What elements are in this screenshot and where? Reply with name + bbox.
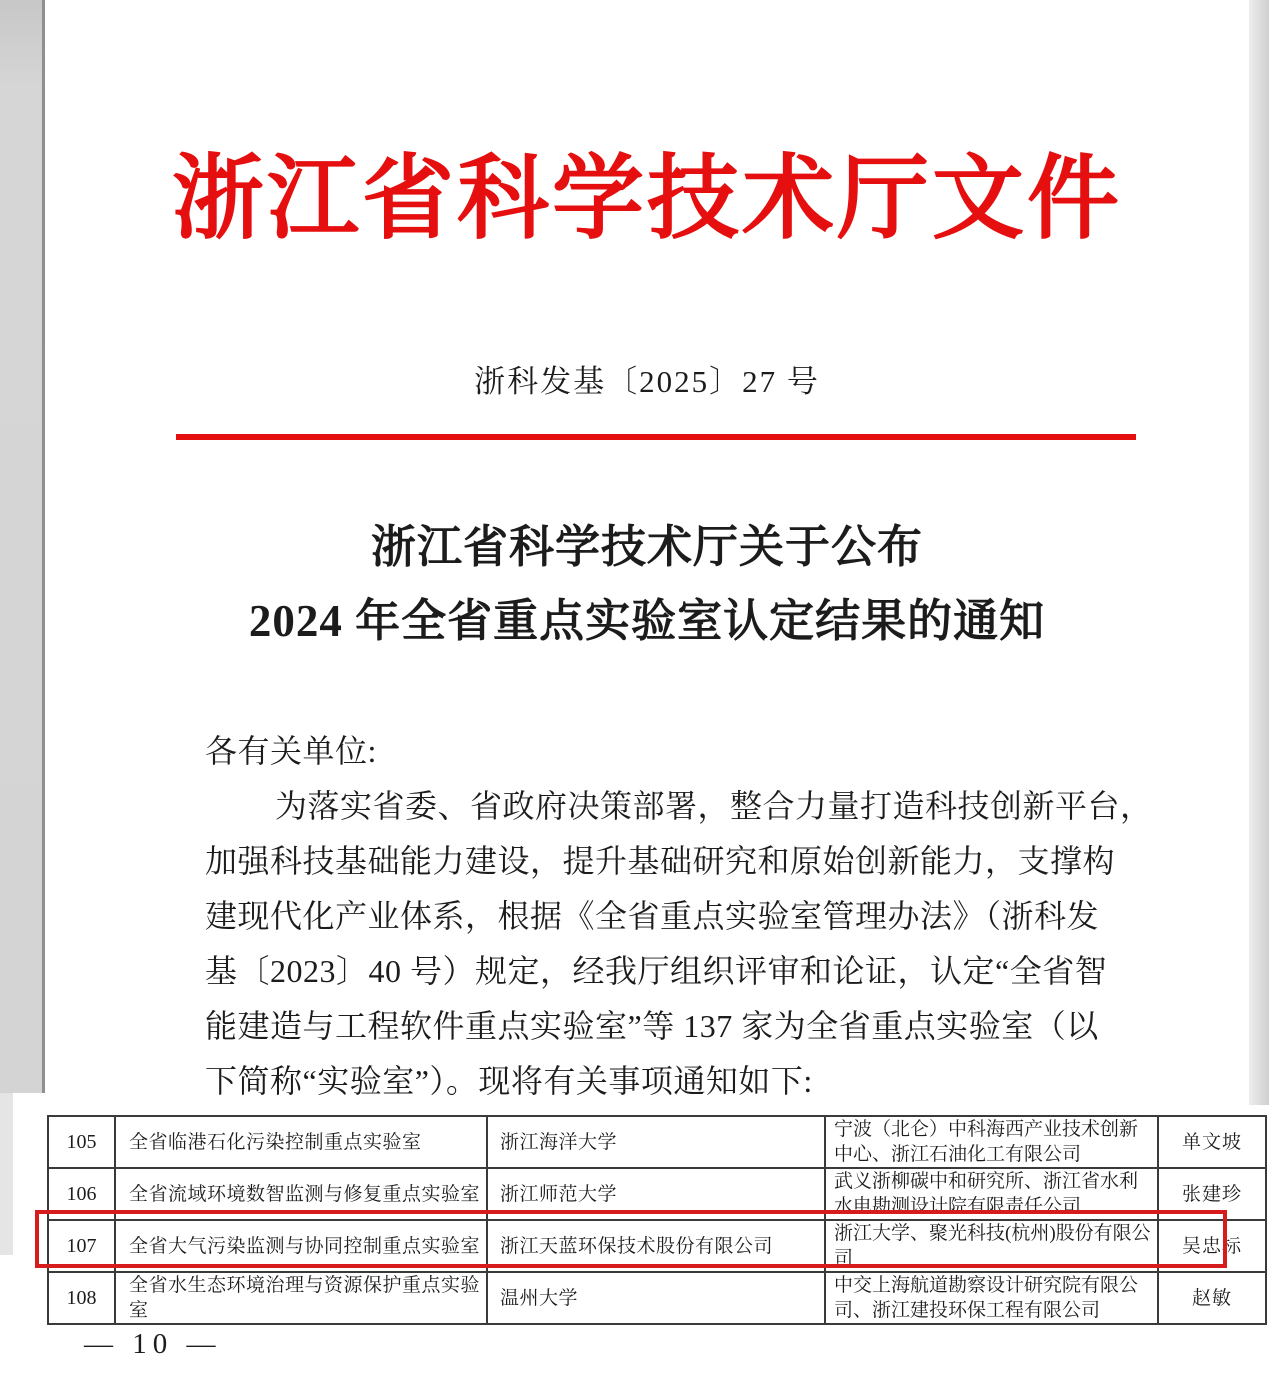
body-line: 基〔2023〕40 号）规定，经我厅组织评审和论证，认定“全省智 bbox=[205, 953, 1108, 989]
page-number: — 10 — bbox=[84, 1328, 222, 1360]
table-row bbox=[48, 1116, 1266, 1168]
lab-name-cell: 全省流域环境数智监测与修复重点实验室 bbox=[115, 1168, 487, 1220]
body-line: 下简称“实验室”）。现将有关事项通知如下: bbox=[205, 1063, 813, 1099]
salutation: 各有关单位: bbox=[205, 733, 377, 769]
director-cell: 吴忠标 bbox=[1158, 1220, 1266, 1272]
table-row-highlighted bbox=[48, 1220, 1266, 1272]
page-right-margin bbox=[1249, 0, 1269, 1105]
body-line: 建现代化产业体系，根据《全省重点实验室管理办法》（浙科发 bbox=[205, 898, 1100, 934]
row-number-cell: 108 bbox=[48, 1272, 115, 1324]
body-line: 能建造与工程软件重点实验室”等 137 家为全省重点实验室（以 bbox=[205, 1008, 1099, 1044]
row-number-cell: 106 bbox=[48, 1168, 115, 1220]
page-left-margin bbox=[0, 0, 45, 1093]
lab-name-cell: 全省大气污染监测与协同控制重点实验室 bbox=[115, 1220, 487, 1272]
director-cell: 赵敏 bbox=[1158, 1272, 1266, 1324]
director-cell: 张建珍 bbox=[1158, 1168, 1266, 1220]
row-number-cell: 105 bbox=[48, 1116, 115, 1168]
lab-name-cell: 全省临港石化污染控制重点实验室 bbox=[115, 1116, 487, 1168]
row-number-cell: 107 bbox=[48, 1220, 115, 1272]
letterhead-red-rule bbox=[176, 434, 1136, 440]
partners-cell: 武义浙柳碳中和研究所、浙江省水利水电勘测设计院有限责任公司 bbox=[825, 1168, 1158, 1220]
partners-cell: 宁波（北仑）中科海西产业技术创新中心、浙江石油化工有限公司 bbox=[825, 1116, 1158, 1168]
table-section-left-margin bbox=[0, 1093, 13, 1255]
institution-cell: 浙江海洋大学 bbox=[487, 1116, 825, 1168]
institution-cell: 浙江天蓝环保技术股份有限公司 bbox=[487, 1220, 825, 1272]
table-row bbox=[48, 1168, 1266, 1220]
partners-cell: 浙江大学、聚光科技(杭州)股份有限公司 bbox=[825, 1220, 1158, 1272]
body-line: 加强科技基础能力建设，提升基础研究和原始创新能力，支撑构 bbox=[205, 843, 1116, 879]
institution-cell: 浙江师范大学 bbox=[487, 1168, 825, 1220]
document-number: 浙科发基〔2025〕27 号 bbox=[474, 364, 820, 399]
body-line: 为落实省委、省政府决策部署，整合力量打造科技创新平台， bbox=[275, 788, 1153, 824]
lab-results-table bbox=[47, 1115, 1267, 1325]
notice-title-line2: 2024 年全省重点实验室认定结果的通知 bbox=[248, 596, 1046, 646]
agency-letterhead-title: 浙江省科学技术厅文件 bbox=[171, 148, 1122, 250]
table-row bbox=[48, 1272, 1266, 1324]
partners-cell: 中交上海航道勘察设计研究院有限公司、浙江建投环保工程有限公司 bbox=[825, 1272, 1158, 1324]
notice-body bbox=[205, 724, 1153, 1109]
notice-title-line1: 浙江省科学技术厅关于公布 bbox=[370, 522, 923, 572]
institution-cell: 温州大学 bbox=[487, 1272, 825, 1324]
director-cell: 单文坡 bbox=[1158, 1116, 1266, 1168]
lab-name-cell: 全省水生态环境治理与资源保护重点实验室 bbox=[115, 1272, 487, 1324]
